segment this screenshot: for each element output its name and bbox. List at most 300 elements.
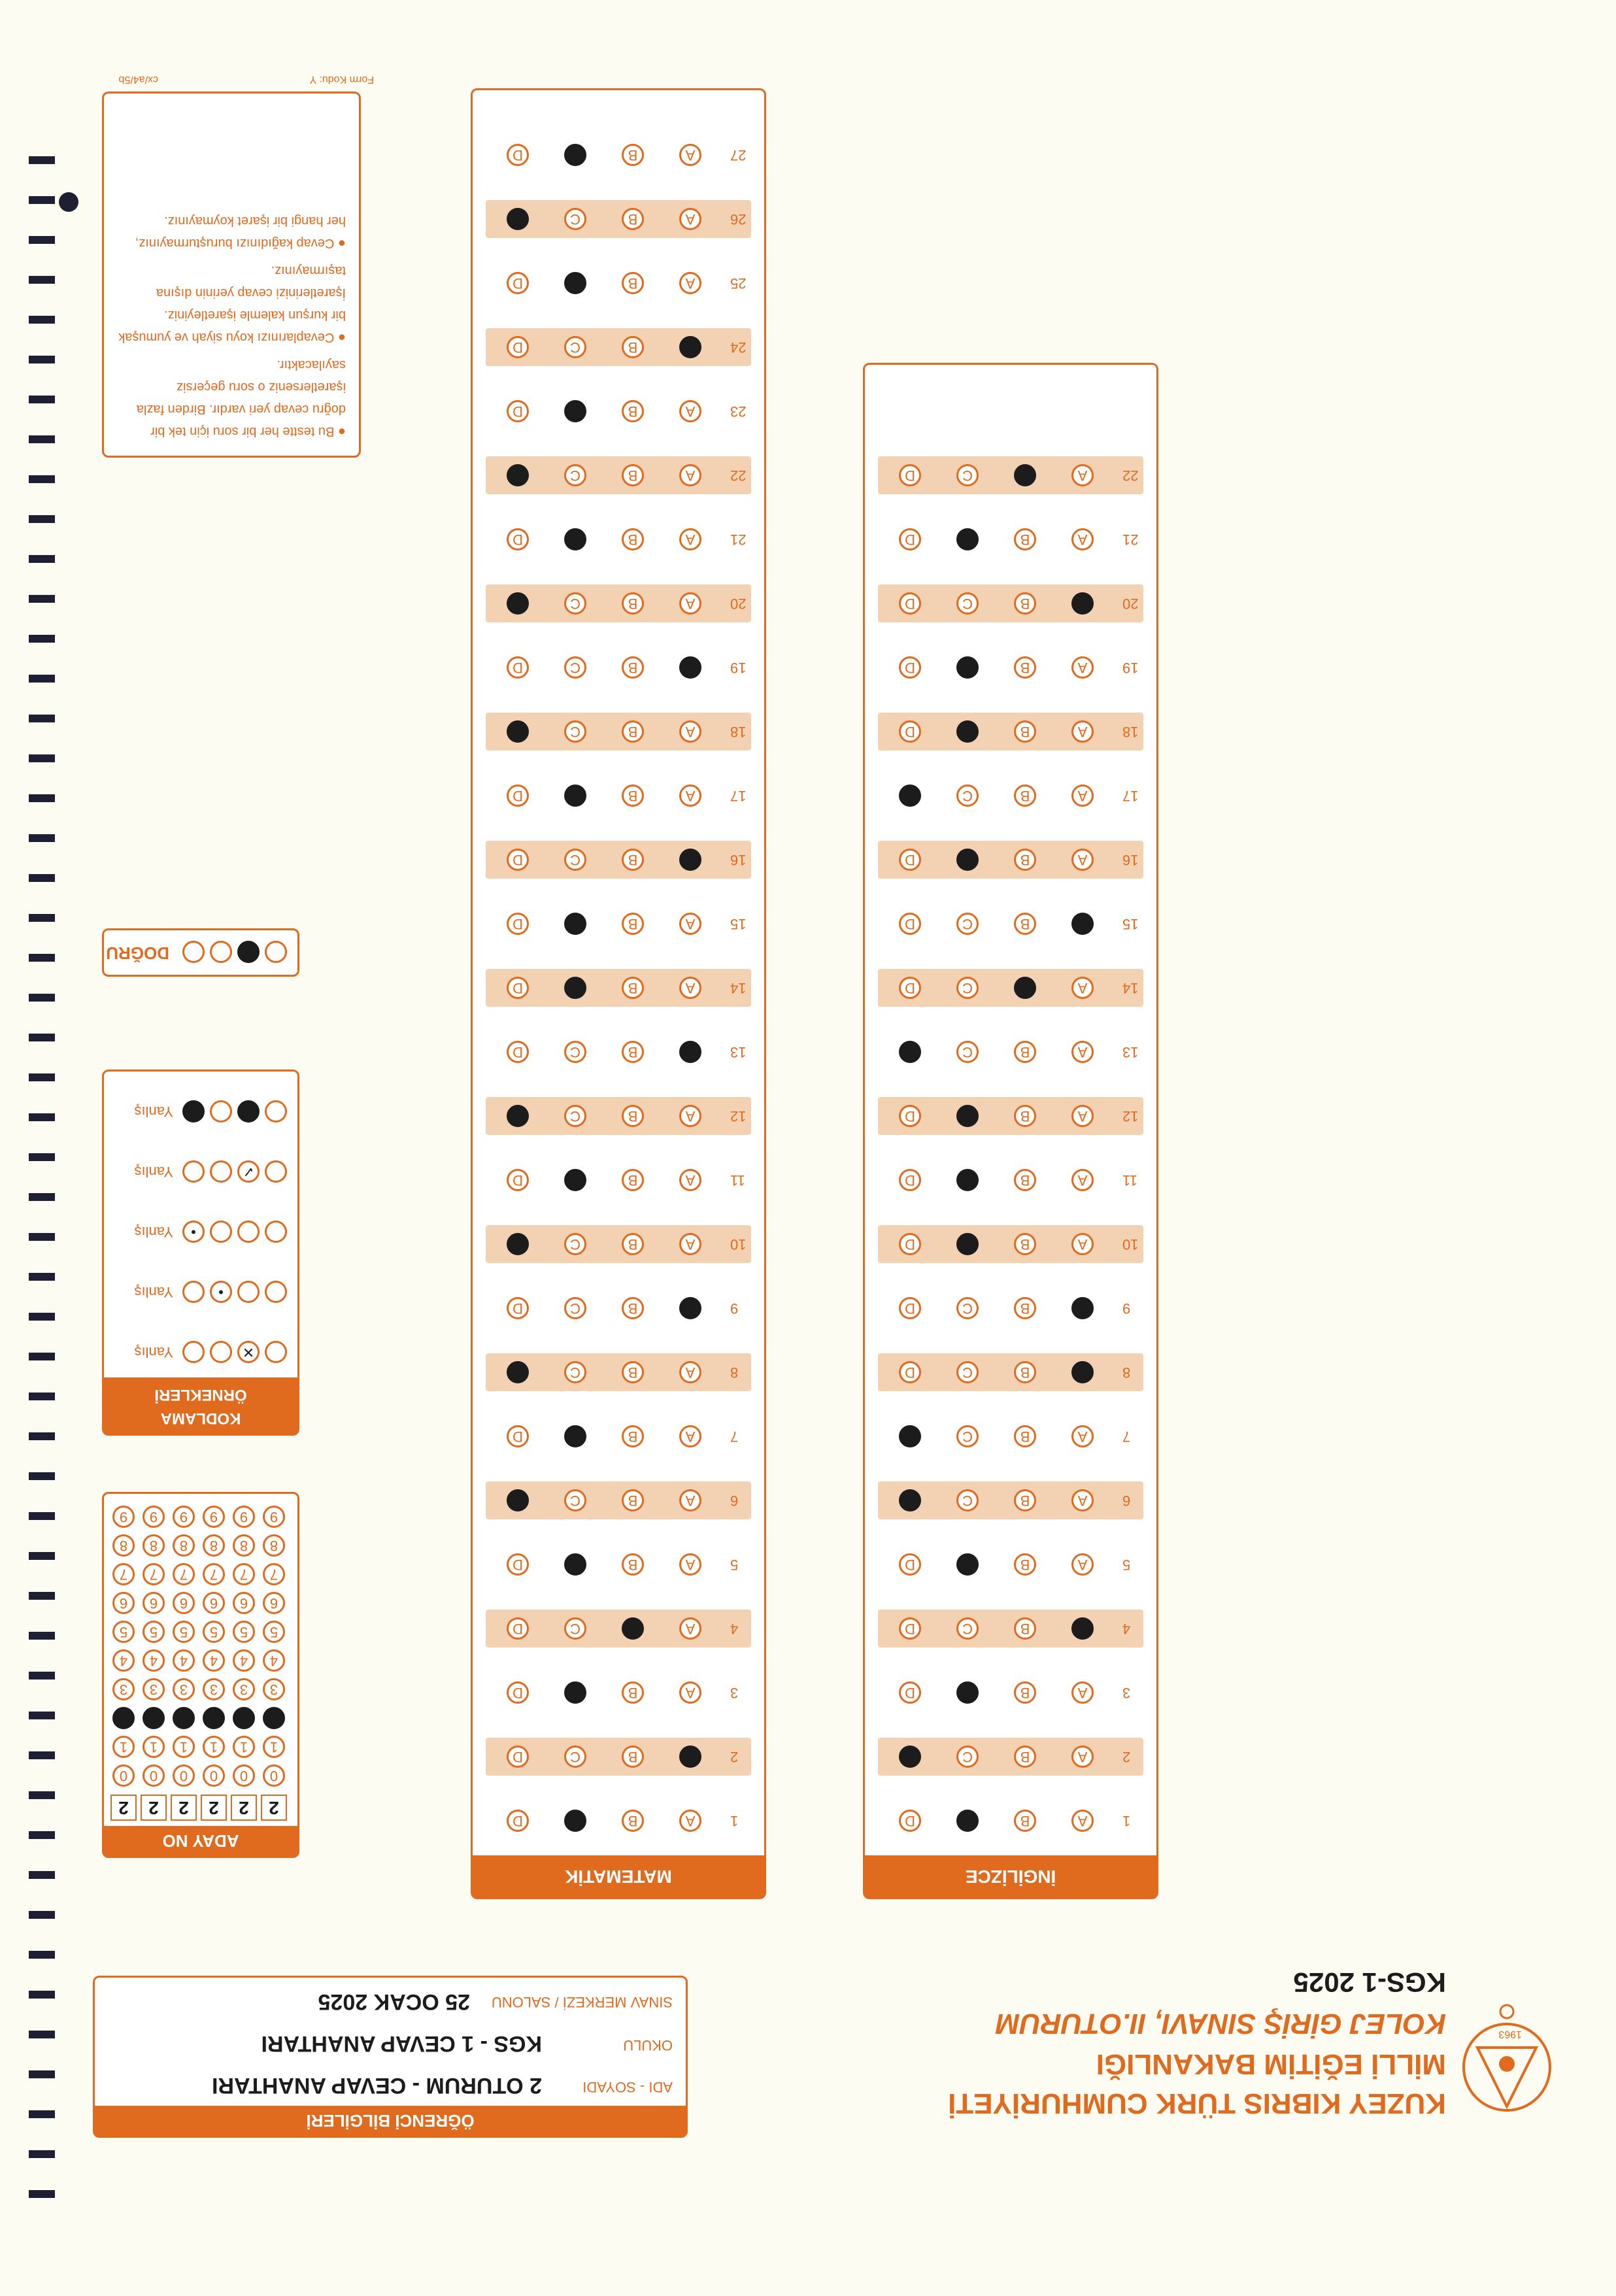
answer-bubble-c[interactable] <box>956 1810 979 1832</box>
answer-bubble-a[interactable]: A <box>1071 1169 1094 1191</box>
candidate-bubble[interactable]: 6 <box>143 1592 165 1614</box>
answer-bubble-d[interactable]: D <box>507 977 529 999</box>
answer-bubble-a[interactable] <box>1071 913 1094 935</box>
answer-bubble-c[interactable]: C <box>956 1489 979 1511</box>
answer-bubble-c[interactable] <box>956 1681 979 1704</box>
candidate-bubble[interactable]: 1 <box>263 1736 285 1758</box>
answer-bubble-c[interactable] <box>956 849 979 871</box>
answer-bubble-d[interactable]: D <box>507 1041 529 1063</box>
answer-bubble-c[interactable]: C <box>956 1361 979 1383</box>
timing-mark <box>29 1911 55 1919</box>
answer-bubble-c[interactable]: C <box>564 1233 586 1255</box>
answer-bubble-d[interactable]: D <box>899 1617 921 1640</box>
answer-bubble-d[interactable]: D <box>899 1105 921 1127</box>
answer-bubble-a[interactable]: A <box>679 785 701 807</box>
timing-mark <box>29 2070 55 2078</box>
candidate-bubble[interactable]: 6 <box>263 1592 285 1614</box>
answer-bubble-c[interactable] <box>956 1553 979 1576</box>
answer-bubble-d[interactable]: D <box>899 913 921 935</box>
candidate-bubble[interactable] <box>263 1707 285 1729</box>
answer-bubble-b[interactable]: B <box>622 1105 644 1127</box>
answer-bubble-d[interactable]: D <box>899 656 921 679</box>
candidate-bubble[interactable]: 0 <box>233 1764 255 1787</box>
answer-bubble-b[interactable]: B <box>622 849 644 871</box>
answer-bubble-d[interactable] <box>899 785 921 807</box>
candidate-bubble[interactable]: 1 <box>203 1736 225 1758</box>
answer-bubble-b[interactable]: B <box>622 272 644 294</box>
answer-bubble-c[interactable]: C <box>564 656 586 679</box>
answer-bubble-d[interactable]: D <box>899 977 921 999</box>
candidate-bubble[interactable]: 8 <box>173 1534 195 1557</box>
example-bubble: • <box>210 1281 232 1303</box>
answer-bubble-b[interactable]: B <box>1014 913 1036 935</box>
answer-bubble-d[interactable]: D <box>899 1169 921 1191</box>
answer-bubble-a[interactable]: A <box>1071 1810 1094 1832</box>
timing-mark <box>29 754 55 762</box>
candidate-bubble[interactable]: 5 <box>112 1621 135 1643</box>
answer-bubble-b[interactable]: B <box>1014 1553 1036 1576</box>
question-number: 9 <box>730 1300 739 1317</box>
candidate-bubble[interactable]: 1 <box>112 1736 135 1758</box>
answer-bubble-b[interactable]: B <box>1014 1489 1036 1511</box>
answer-bubble-b[interactable]: B <box>622 1041 644 1063</box>
answer-bubble-c[interactable] <box>564 528 586 550</box>
answer-bubble-d[interactable] <box>507 720 529 743</box>
candidate-bubble[interactable] <box>203 1707 225 1729</box>
answer-bubble-c[interactable] <box>564 785 586 807</box>
answer-bubble-d[interactable] <box>507 1233 529 1255</box>
answer-bubble-b[interactable]: B <box>1014 1169 1036 1191</box>
answer-bubble-d[interactable]: D <box>507 144 529 166</box>
answer-bubble-d[interactable]: D <box>507 400 529 422</box>
answer-bubble-a[interactable]: A <box>679 1233 701 1255</box>
answer-bubble-c[interactable]: C <box>564 592 586 615</box>
answer-bubble-b[interactable]: B <box>622 720 644 743</box>
answer-bubble-b[interactable] <box>622 1617 644 1640</box>
candidate-bubble[interactable]: 3 <box>173 1678 195 1700</box>
answer-bubble-d[interactable]: D <box>507 1746 529 1768</box>
answer-bubble-a[interactable]: A <box>1071 977 1094 999</box>
answer-bubble-b[interactable]: B <box>1014 1617 1036 1640</box>
answer-bubble-a[interactable]: A <box>1071 1425 1094 1447</box>
answer-bubble-c[interactable]: C <box>956 785 979 807</box>
candidate-bubble[interactable]: 9 <box>173 1506 195 1528</box>
answer-bubble-c[interactable]: C <box>564 1041 586 1063</box>
question-number: 21 <box>730 532 747 548</box>
answer-bubble-c[interactable]: C <box>564 849 586 871</box>
answer-bubble-d[interactable]: D <box>507 528 529 550</box>
answer-bubble-d[interactable]: D <box>507 1425 529 1447</box>
answer-bubble-b[interactable]: B <box>622 592 644 615</box>
candidate-bubble[interactable]: 8 <box>143 1534 165 1557</box>
answer-bubble-b[interactable]: B <box>622 1681 644 1704</box>
candidate-bubble[interactable]: 7 <box>263 1563 285 1585</box>
candidate-bubble[interactable]: 5 <box>263 1621 285 1643</box>
answer-bubble-d[interactable] <box>899 1746 921 1768</box>
timing-mark <box>29 914 55 922</box>
timing-mark <box>29 1353 55 1360</box>
candidate-bubble[interactable]: 8 <box>263 1534 285 1557</box>
answer-bubble-c[interactable] <box>956 528 979 550</box>
name-value[interactable]: 2 OTURUM - CEVAP ANAHTARI <box>212 2073 542 2098</box>
answer-bubble-d[interactable]: D <box>507 785 529 807</box>
candidate-bubble[interactable]: 3 <box>112 1678 135 1700</box>
answer-bubble-d[interactable]: D <box>507 1810 529 1832</box>
answer-bubble-d[interactable]: D <box>899 464 921 486</box>
answer-bubble-c[interactable]: C <box>956 592 979 615</box>
answer-bubble-b[interactable]: B <box>622 656 644 679</box>
answer-bubble-c[interactable] <box>564 1425 586 1447</box>
answer-bubble-a[interactable]: A <box>679 144 701 166</box>
candidate-bubble[interactable]: 3 <box>233 1678 255 1700</box>
answer-bubble-c[interactable] <box>564 977 586 999</box>
school-label: OKULU <box>623 2037 673 2053</box>
answer-bubble-c[interactable]: C <box>564 1361 586 1383</box>
answer-bubble-c[interactable]: C <box>564 1297 586 1319</box>
answer-bubble-c[interactable] <box>956 720 979 743</box>
answer-bubble-c[interactable] <box>564 1169 586 1191</box>
answer-bubble-c[interactable]: C <box>564 1489 586 1511</box>
answer-bubble-d[interactable]: D <box>507 1617 529 1640</box>
answer-bubble-c[interactable]: C <box>956 464 979 486</box>
answer-bubble-b[interactable]: B <box>622 1810 644 1832</box>
candidate-bubble[interactable]: 1 <box>173 1736 195 1758</box>
correct-example-bubble <box>237 941 260 963</box>
answer-bubble-b[interactable]: B <box>622 400 644 422</box>
answer-bubble-c[interactable] <box>564 400 586 422</box>
answer-bubble-c[interactable]: C <box>564 464 586 486</box>
answer-bubble-a[interactable]: A <box>679 1810 701 1832</box>
answer-bubble-c[interactable]: C <box>956 913 979 935</box>
answer-bubble-d[interactable] <box>507 1489 529 1511</box>
candidate-bubble[interactable]: 7 <box>233 1563 255 1585</box>
answer-bubble-a[interactable]: A <box>679 1105 701 1127</box>
answer-bubble-a[interactable] <box>679 1297 701 1319</box>
candidate-bubble[interactable]: 3 <box>203 1678 225 1700</box>
answer-bubble-b[interactable]: B <box>622 1746 644 1768</box>
example-bubble <box>182 1341 205 1363</box>
answer-bubble-c[interactable] <box>564 913 586 935</box>
header-title-3: KOLEJ GİRİŞ SINAVI, II.OTURUM <box>996 2008 1446 2040</box>
answer-bubble-a[interactable]: A <box>1071 1553 1094 1576</box>
timing-mark <box>29 1233 55 1241</box>
candidate-bubble[interactable]: 9 <box>112 1506 135 1528</box>
answer-bubble-c[interactable]: C <box>956 1746 979 1768</box>
answer-bubble-d[interactable] <box>507 1105 529 1127</box>
candidate-bubble[interactable]: 5 <box>143 1621 165 1643</box>
answer-bubble-a[interactable]: A <box>1071 1746 1094 1768</box>
answer-bubble-c[interactable] <box>564 1553 586 1576</box>
timing-mark <box>29 396 55 403</box>
example-bubble <box>210 1221 232 1243</box>
student-info-title: ÖĞRENCİ BİLGİLERİ <box>95 2106 686 2136</box>
answer-bubble-d[interactable]: D <box>899 528 921 550</box>
answer-bubble-c[interactable] <box>956 1105 979 1127</box>
answer-bubble-a[interactable]: A <box>679 528 701 550</box>
answer-bubble-b[interactable]: B <box>1014 1105 1036 1127</box>
candidate-bubble[interactable]: 4 <box>263 1649 285 1672</box>
answer-bubble-d[interactable] <box>507 464 529 486</box>
candidate-bubble[interactable]: 7 <box>143 1563 165 1585</box>
answer-bubble-a[interactable]: A <box>1071 1489 1094 1511</box>
answer-bubble-d[interactable]: D <box>899 849 921 871</box>
answer-bubble-b[interactable]: B <box>1014 720 1036 743</box>
example-wrong-label: Yanlış <box>134 1344 173 1360</box>
answer-bubble-b[interactable]: B <box>622 785 644 807</box>
answer-bubble-d[interactable] <box>507 592 529 615</box>
answer-bubble-b[interactable]: B <box>622 1425 644 1447</box>
answer-bubble-a[interactable] <box>679 1746 701 1768</box>
answer-bubble-d[interactable]: D <box>507 336 529 358</box>
answer-bubble-d[interactable]: D <box>507 1681 529 1704</box>
example-bubble: ✕ <box>237 1341 260 1363</box>
candidate-bubble[interactable] <box>233 1707 255 1729</box>
answer-bubble-a[interactable] <box>679 656 701 679</box>
answer-bubble-d[interactable] <box>507 1361 529 1383</box>
candidate-bubble[interactable]: 1 <box>143 1736 165 1758</box>
answer-bubble-b[interactable]: B <box>622 977 644 999</box>
answer-bubble-a[interactable]: A <box>1071 1681 1094 1704</box>
answer-bubble-b[interactable]: B <box>1014 1361 1036 1383</box>
answer-bubble-a[interactable]: A <box>1071 1041 1094 1063</box>
answer-bubble-c[interactable] <box>956 1233 979 1255</box>
answer-bubble-b[interactable]: B <box>622 1553 644 1576</box>
candidate-bubble[interactable]: 4 <box>143 1649 165 1672</box>
answer-bubble-a[interactable] <box>1071 1297 1094 1319</box>
answer-bubble-a[interactable]: A <box>679 592 701 615</box>
candidate-bubble[interactable]: 0 <box>112 1764 135 1787</box>
answer-bubble-c[interactable]: C <box>956 1041 979 1063</box>
answer-bubble-a[interactable]: A <box>679 913 701 935</box>
answer-bubble-b[interactable] <box>1014 464 1036 486</box>
answer-bubble-b[interactable]: B <box>622 336 644 358</box>
candidate-bubble[interactable]: 7 <box>173 1563 195 1585</box>
answer-bubble-b[interactable]: B <box>1014 1810 1036 1832</box>
answer-bubble-b[interactable]: B <box>1014 1746 1036 1768</box>
answer-bubble-a[interactable]: A <box>679 464 701 486</box>
answer-bubble-a[interactable]: A <box>679 1553 701 1576</box>
candidate-digit: 2 <box>231 1795 257 1821</box>
candidate-bubble[interactable]: 6 <box>203 1592 225 1614</box>
example-bubble <box>182 1160 205 1183</box>
answer-bubble-b[interactable]: B <box>1014 592 1036 615</box>
timing-mark <box>29 1991 55 1999</box>
answer-bubble-c[interactable]: C <box>956 1425 979 1447</box>
timing-mark <box>29 1432 55 1440</box>
answer-bubble-b[interactable]: B <box>622 528 644 550</box>
answer-bubble-d[interactable]: D <box>899 1297 921 1319</box>
example-bubble <box>210 1100 232 1123</box>
answer-bubble-c[interactable]: C <box>564 208 586 230</box>
candidate-bubble[interactable]: 0 <box>203 1764 225 1787</box>
answer-bubble-c[interactable]: C <box>956 1617 979 1640</box>
answer-bubble-a[interactable] <box>679 336 701 358</box>
answer-bubble-b[interactable]: B <box>622 1297 644 1319</box>
answer-bubble-c[interactable]: C <box>564 1105 586 1127</box>
answer-bubble-c[interactable]: C <box>956 977 979 999</box>
correct-example-bubble <box>182 941 205 963</box>
answer-bubble-b[interactable]: B <box>1014 1297 1036 1319</box>
answer-bubble-b[interactable]: B <box>1014 528 1036 550</box>
candidate-bubble[interactable]: 4 <box>112 1649 135 1672</box>
answer-bubble-a[interactable]: A <box>679 272 701 294</box>
answer-bubble-d[interactable]: D <box>507 1169 529 1191</box>
answer-bubble-a[interactable]: A <box>679 720 701 743</box>
candidate-bubble[interactable] <box>143 1707 165 1729</box>
answer-bubble-b[interactable]: B <box>622 1361 644 1383</box>
answer-bubble-d[interactable]: D <box>899 1810 921 1832</box>
candidate-bubble[interactable]: 0 <box>263 1764 285 1787</box>
answer-bubble-b[interactable]: B <box>622 144 644 166</box>
question-number: 10 <box>1122 1236 1139 1253</box>
candidate-bubble[interactable]: 3 <box>263 1678 285 1700</box>
answer-bubble-d[interactable]: D <box>899 1553 921 1576</box>
candidate-bubble[interactable]: 5 <box>203 1621 225 1643</box>
question-number: 11 <box>730 1172 745 1189</box>
answer-bubble-b[interactable]: B <box>1014 656 1036 679</box>
answer-bubble-c[interactable] <box>564 144 586 166</box>
candidate-bubble[interactable] <box>112 1707 135 1729</box>
candidate-bubble[interactable]: 1 <box>233 1736 255 1758</box>
question-number: 3 <box>730 1685 739 1701</box>
candidate-bubble[interactable]: 9 <box>143 1506 165 1528</box>
timing-mark <box>29 435 55 443</box>
correct-example-bubble <box>210 941 232 963</box>
answer-bubble-b[interactable]: B <box>1014 1041 1036 1063</box>
answer-bubble-b[interactable]: B <box>1014 1233 1036 1255</box>
answer-bubble-a[interactable]: A <box>679 208 701 230</box>
answer-bubble-a[interactable]: A <box>1071 1105 1094 1127</box>
timing-mark <box>29 316 55 324</box>
answer-bubble-c[interactable]: C <box>564 1746 586 1768</box>
answer-bubble-a[interactable]: A <box>679 1617 701 1640</box>
candidate-bubble[interactable]: 6 <box>173 1592 195 1614</box>
answer-bubble-d[interactable]: D <box>507 656 529 679</box>
answer-bubble-a[interactable] <box>679 1041 701 1063</box>
school-value[interactable]: KGS - 1 CEVAP ANAHTARI <box>261 2031 542 2056</box>
answer-bubble-a[interactable]: A <box>1071 464 1094 486</box>
answer-bubble-c[interactable]: C <box>564 336 586 358</box>
candidate-bubble[interactable]: 4 <box>203 1649 225 1672</box>
answer-bubble-d[interactable] <box>899 1425 921 1447</box>
answer-bubble-a[interactable]: A <box>679 1169 701 1191</box>
answer-bubble-a[interactable]: A <box>1071 656 1094 679</box>
answer-bubble-a[interactable]: A <box>679 977 701 999</box>
answer-bubble-c[interactable] <box>956 1169 979 1191</box>
question-number: 1 <box>1122 1813 1131 1829</box>
answer-bubble-b[interactable]: B <box>622 1489 644 1511</box>
candidate-bubble[interactable]: 0 <box>173 1764 195 1787</box>
candidate-bubble[interactable]: 8 <box>112 1534 135 1557</box>
answer-bubble-c[interactable]: C <box>564 1617 586 1640</box>
answer-bubble-b[interactable]: B <box>1014 785 1036 807</box>
answer-bubble-a[interactable] <box>1071 1617 1094 1640</box>
candidate-bubble[interactable]: 5 <box>173 1621 195 1643</box>
answer-bubble-a[interactable]: A <box>1071 849 1094 871</box>
answer-bubble-d[interactable]: D <box>899 720 921 743</box>
question-number: 16 <box>1122 852 1139 868</box>
answer-bubble-a[interactable]: A <box>1071 528 1094 550</box>
coding-examples-panel <box>102 1070 299 1436</box>
candidate-bubble[interactable]: 4 <box>173 1649 195 1672</box>
answer-bubble-c[interactable] <box>564 1810 586 1832</box>
answer-bubble-a[interactable]: A <box>1071 1233 1094 1255</box>
answer-bubble-b[interactable]: B <box>1014 1681 1036 1704</box>
answer-bubble-a[interactable]: A <box>679 1361 701 1383</box>
answer-bubble-d[interactable]: D <box>507 272 529 294</box>
answer-bubble-b[interactable]: B <box>622 208 644 230</box>
answer-bubble-d[interactable] <box>899 1489 921 1511</box>
answer-bubble-d[interactable]: D <box>507 913 529 935</box>
answer-bubble-a[interactable]: A <box>1071 785 1094 807</box>
answer-bubble-d[interactable]: D <box>899 1681 921 1704</box>
candidate-bubble[interactable] <box>173 1707 195 1729</box>
answer-bubble-b[interactable]: B <box>622 1169 644 1191</box>
center-value[interactable]: 25 OCAK 2025 <box>318 1989 470 2014</box>
answer-bubble-b[interactable]: B <box>622 1233 644 1255</box>
answer-bubble-d[interactable]: D <box>899 1233 921 1255</box>
coding-title-line1: KODLAMA <box>160 1410 241 1427</box>
answer-bubble-c[interactable] <box>564 1681 586 1704</box>
candidate-bubble[interactable]: 5 <box>233 1621 255 1643</box>
timing-mark <box>29 1113 55 1121</box>
timing-mark <box>29 475 55 483</box>
answer-bubble-d[interactable] <box>899 1041 921 1063</box>
question-number: 3 <box>1122 1685 1131 1701</box>
answer-bubble-d[interactable]: D <box>507 1553 529 1576</box>
question-number: 8 <box>1122 1364 1131 1381</box>
candidate-bubble[interactable]: 4 <box>233 1649 255 1672</box>
answer-bubble-b[interactable]: B <box>622 913 644 935</box>
question-number: 9 <box>1122 1300 1131 1317</box>
candidate-bubble[interactable]: 6 <box>233 1592 255 1614</box>
answer-bubble-d[interactable] <box>507 208 529 230</box>
answer-bubble-c[interactable] <box>564 272 586 294</box>
candidate-bubble[interactable]: 7 <box>112 1563 135 1585</box>
answer-bubble-d[interactable]: D <box>899 592 921 615</box>
example-bubble <box>237 1281 260 1303</box>
candidate-bubble[interactable]: 9 <box>233 1506 255 1528</box>
answer-bubble-b[interactable] <box>1014 977 1036 999</box>
answer-bubble-b[interactable]: B <box>622 464 644 486</box>
candidate-bubble[interactable]: 7 <box>203 1563 225 1585</box>
answer-bubble-a[interactable]: A <box>1071 720 1094 743</box>
answer-bubble-a[interactable] <box>1071 1361 1094 1383</box>
candidate-bubble[interactable]: 0 <box>143 1764 165 1787</box>
answer-bubble-b[interactable]: B <box>1014 849 1036 871</box>
answer-bubble-b[interactable]: B <box>1014 1425 1036 1447</box>
answer-bubble-d[interactable]: D <box>507 1297 529 1319</box>
answer-bubble-d[interactable]: D <box>507 849 529 871</box>
example-bubble: • <box>182 1221 205 1243</box>
answer-bubble-d[interactable]: D <box>899 1361 921 1383</box>
answer-bubble-a[interactable] <box>679 849 701 871</box>
answer-bubble-c[interactable]: C <box>956 1297 979 1319</box>
candidate-bubble[interactable]: 9 <box>263 1506 285 1528</box>
answer-bubble-c[interactable] <box>956 656 979 679</box>
answer-bubble-a[interactable]: A <box>679 400 701 422</box>
answer-bubble-a[interactable]: A <box>679 1681 701 1704</box>
candidate-bubble[interactable]: 6 <box>112 1592 135 1614</box>
answer-bubble-c[interactable]: C <box>564 720 586 743</box>
candidate-bubble[interactable]: 8 <box>233 1534 255 1557</box>
candidate-bubble[interactable]: 8 <box>203 1534 225 1557</box>
candidate-bubble[interactable]: 3 <box>143 1678 165 1700</box>
candidate-bubble[interactable]: 9 <box>203 1506 225 1528</box>
answer-bubble-a[interactable] <box>1071 592 1094 615</box>
answer-bubble-a[interactable]: A <box>679 1489 701 1511</box>
answer-bubble-a[interactable]: A <box>679 1425 701 1447</box>
